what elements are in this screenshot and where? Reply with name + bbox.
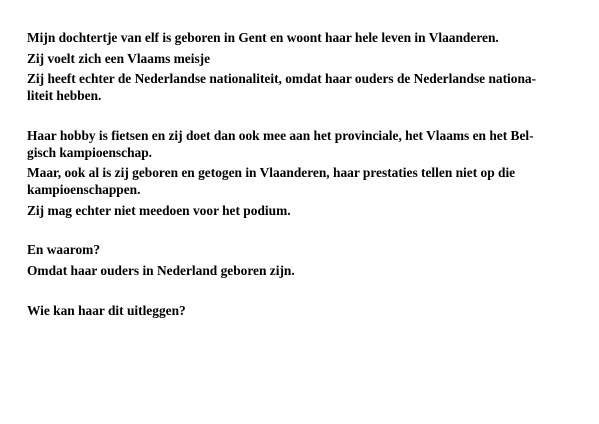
text-line-1: Mijn dochtertje van elf is geboren in Gent en woont haar hele leven in Vlaanderen. <box>27 30 499 45</box>
text-line-3: Zij heeft echter de Nederlandse nationaliteit, omdat haar ouders de Nederlandse nationa- <box>27 71 537 86</box>
text-line-11: Omdat haar ouders in Nederland geboren zijn. <box>27 263 295 278</box>
text-line-7: Maar, ook al is zij geboren en getogen in Vlaanderen, haar prestaties tellen niet op die <box>27 165 516 180</box>
text-line-5: Haar hobby is fietsen en zij doet dan ook mee aan het provinciale, het Vlaams en het Bel- <box>27 128 534 143</box>
text-line-10: En waarom? <box>27 242 101 257</box>
text-line-8: kampioenschappen. <box>27 182 141 197</box>
text-line-9: Zij mag echter niet meedoen voor het podium. <box>27 203 291 218</box>
text-line-2: Zij voelt zich een Vlaams meisje <box>27 51 211 66</box>
text-line-4: liteit hebben. <box>27 88 102 103</box>
text-line-12: Wie kan haar dit uitleggen? <box>27 303 186 318</box>
text-line-6: gisch kampioenschap. <box>27 145 153 160</box>
